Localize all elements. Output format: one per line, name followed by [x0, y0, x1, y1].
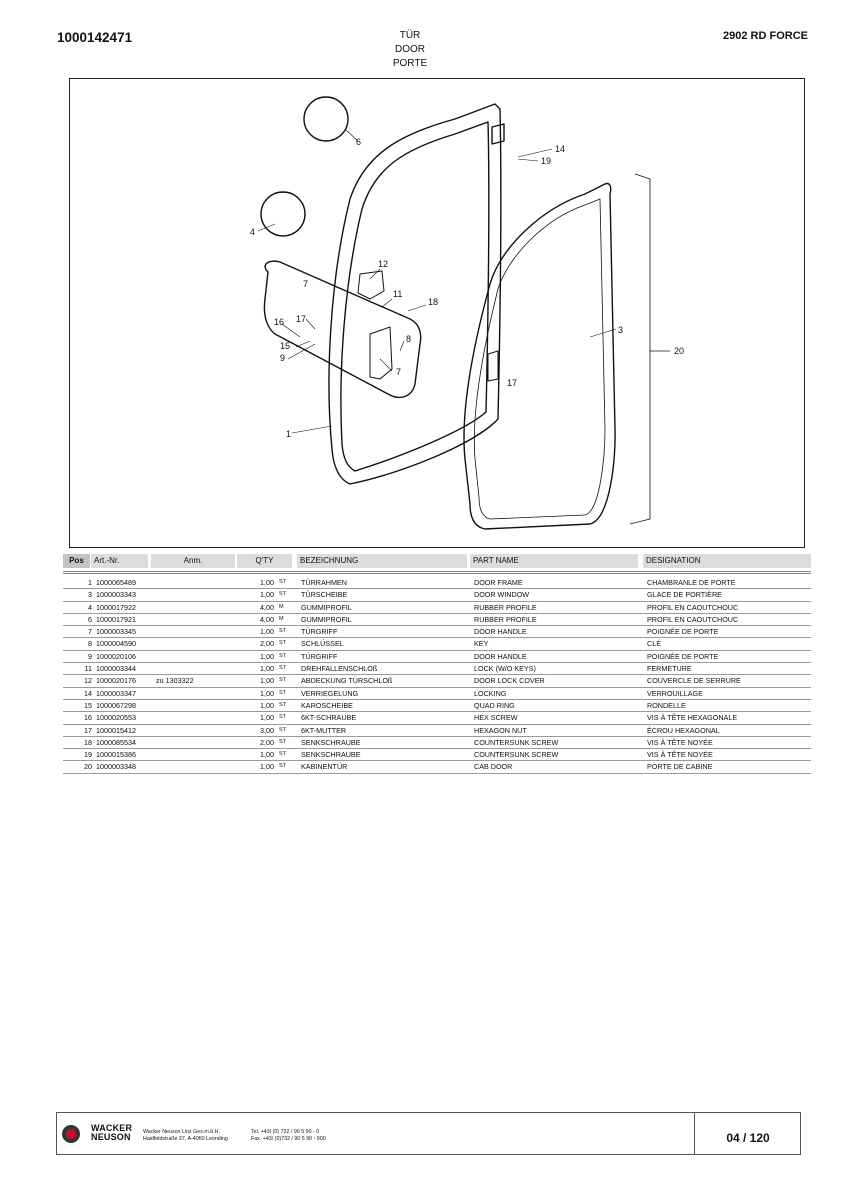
cell-de: TÜRRAHMEN [301, 578, 347, 587]
table-row [63, 675, 811, 687]
cell-art: 1000015412 [96, 725, 136, 735]
cell-unit: M [279, 615, 284, 622]
fax: Fax. +43/ (0)732 / 90 5 90 - 900 [251, 1136, 326, 1142]
cell-en: HEX SCREW [474, 713, 518, 723]
cell-art: 1000085534 [96, 737, 136, 747]
col-art-nr: Art.-Nr. [91, 554, 148, 568]
cell-de: TÜRGRIFF [301, 627, 338, 637]
page-title-block [360, 29, 460, 71]
cell-fr: PROFIL EN CAOUTCHOUC [647, 614, 739, 624]
cell-fr: POIGNÉE DE PORTE [647, 651, 719, 661]
table-row [63, 614, 811, 626]
cell-qty: 1,00 [260, 700, 274, 710]
hinge-lower [488, 351, 498, 381]
table-row [63, 688, 811, 700]
header-rule [63, 571, 811, 574]
logo-line-1: WACKER [91, 1123, 133, 1133]
cell-qty: 1,00 [260, 676, 274, 686]
table-row [63, 761, 811, 773]
wacker-neuson-logo-icon [62, 1125, 80, 1143]
cell-pos: 14 [84, 688, 92, 698]
cell-fr: FERMETURE [647, 664, 692, 674]
cell-pos: 19 [84, 750, 92, 760]
cell-art: 1000015386 [96, 750, 136, 760]
cell-pos: 11 [84, 664, 92, 674]
cell-unit: ST [279, 751, 287, 758]
cell-de: 6KT-SCHRAUBE [301, 713, 357, 723]
cell-de: SCHLÜSSEL [301, 639, 344, 649]
cell-unit: ST [279, 591, 287, 598]
cell-pos: 3 [88, 590, 92, 600]
cell-de: KAROSCHEIBE [301, 700, 353, 710]
callout-18: 18 [428, 297, 439, 307]
table-row [63, 577, 811, 589]
cell-en: KEY [474, 639, 489, 649]
contact-info [251, 1129, 326, 1143]
cell-de: DREHFALLENSCHLOß [301, 664, 378, 674]
cell-en: LOCK (W/O KEYS) [474, 664, 536, 674]
cell-fr: VIS À TÊTE NOYÉE [647, 737, 713, 747]
cell-qty: 1,00 [260, 688, 274, 698]
cell-fr: PORTE DE CABINE [647, 762, 713, 772]
cell-fr: VIS À TÊTE NOYÉE [647, 750, 713, 760]
cell-unit: ST [279, 689, 287, 696]
callout-9: 9 [280, 353, 286, 363]
cell-pos: 16 [84, 713, 92, 723]
cell-en: DOOR HANDLE [474, 627, 527, 637]
exploded-view-figure [69, 78, 805, 548]
hinge-top [492, 124, 504, 144]
callout-17b: 17 [507, 378, 518, 388]
company-name: Wacker Neuson Linz Ges.m.b.H. [143, 1129, 220, 1135]
cell-qty: 3,00 [260, 725, 274, 735]
cell-unit: ST [279, 738, 287, 745]
cell-art: 1000003343 [96, 590, 136, 600]
cab-door-window-inner [474, 199, 605, 519]
cell-de: SENKSCHRAUBE [301, 737, 361, 747]
cell-fr: ÉCROU HEXAGONAL [647, 725, 720, 735]
cell-fr: POIGNÉE DE PORTE [647, 627, 719, 637]
cell-art: 1000017922 [96, 602, 136, 612]
cell-en: RUBBER PROFILE [474, 602, 537, 612]
cell-unit: ST [279, 677, 287, 684]
callout-11: 11 [393, 289, 403, 299]
col-pos: Pos [63, 554, 90, 568]
cell-qty: 2,00 [260, 737, 274, 747]
title-fr: PORTE [392, 58, 428, 69]
cell-fr: VERROUILLAGE [647, 688, 703, 698]
door-frame-inner [341, 122, 489, 471]
cell-unit: ST [279, 652, 287, 659]
cell-art: 1000004590 [96, 639, 136, 649]
cell-anm: zu 1303322 [156, 676, 194, 686]
cell-en: LOCKING [474, 688, 507, 698]
callout-14: 14 [555, 144, 566, 154]
table-row [63, 589, 811, 601]
callout-4: 4 [250, 227, 256, 237]
cell-de: TÜRGRIFF [301, 651, 338, 661]
lock-cover-part [358, 271, 384, 299]
cell-en: RUBBER PROFILE [474, 614, 537, 624]
cell-unit: ST [279, 628, 287, 635]
cell-de: VERRIEGELUNG [301, 688, 359, 698]
cell-pos: 15 [84, 700, 92, 710]
cell-de: TÜRSCHEIBE [301, 590, 348, 600]
cell-de: KABINENTÜR [301, 762, 348, 772]
cell-en: DOOR FRAME [474, 578, 523, 587]
cell-art: 1000067298 [96, 700, 136, 710]
cell-en: CAB DOOR [474, 762, 513, 772]
cell-de: GUMMIPROFIL [301, 614, 352, 624]
table-row [63, 651, 811, 663]
cell-art: 1000003345 [96, 627, 136, 637]
cell-pos: 9 [88, 651, 92, 661]
cell-pos: 1 [88, 578, 92, 587]
cell-art: 1000020553 [96, 713, 136, 723]
cell-qty: 1,00 [260, 627, 274, 637]
cell-en: DOOR LOCK COVER [474, 676, 545, 686]
title-de: TÜR [399, 30, 421, 41]
door-exploded-drawing [70, 79, 806, 549]
logo-line-2: NEUSON [91, 1132, 131, 1142]
company-info [143, 1129, 228, 1143]
callout-1: 1 [286, 429, 292, 439]
cell-pos: 20 [84, 762, 92, 772]
rubber-profile-detail-4 [261, 192, 305, 236]
page-footer [56, 1112, 801, 1155]
cell-unit: ST [279, 714, 287, 721]
col-designation: DESIGNATION [643, 554, 811, 568]
document-number: 1000142471 [57, 30, 133, 45]
cell-unit: ST [279, 665, 287, 672]
door-frame-outer [329, 104, 501, 484]
cell-pos: 17 [84, 725, 92, 735]
table-row [63, 749, 811, 761]
cell-qty: 4,00 [260, 602, 274, 612]
logo-wordmark [91, 1124, 132, 1142]
cell-de: ABDECKUNG TÜRSCHLOß [301, 676, 393, 686]
cell-qty: 1,00 [260, 762, 274, 772]
cell-en: COUNTERSUNK SCREW [474, 750, 559, 760]
cell-fr: CHAMBRANLE DE PORTE [647, 578, 736, 587]
callout-7a: 7 [303, 279, 309, 289]
cell-art: 1000003348 [96, 762, 136, 772]
cell-fr: GLACE DE PORTIÈRE [647, 590, 722, 600]
cell-de: 6KT-MUTTER [301, 725, 347, 735]
cell-qty: 1,00 [260, 713, 274, 723]
cell-unit: ST [279, 701, 287, 708]
cell-qty: 1,00 [260, 590, 274, 600]
table-row [63, 712, 811, 724]
cell-pos: 6 [88, 614, 92, 624]
rubber-profile-detail-6 [304, 97, 348, 141]
cell-art: 1000065489 [96, 578, 136, 587]
callout-8: 8 [406, 334, 412, 344]
callout-6: 6 [356, 137, 362, 147]
callout-17a: 17 [296, 314, 307, 324]
callout-3: 3 [618, 325, 624, 335]
bracket-20 [630, 174, 650, 524]
callout-16: 16 [274, 317, 285, 327]
parts-table-header [63, 554, 811, 568]
col-bezeichnung: BEZEICHNUNG [297, 554, 467, 568]
callout-15: 15 [280, 341, 291, 351]
callout-12: 12 [378, 259, 389, 269]
cell-qty: 1,00 [260, 750, 274, 760]
cell-art: 1000020176 [96, 676, 136, 686]
cell-unit: M [279, 603, 284, 610]
cell-de: SENKSCHRAUBE [301, 750, 361, 760]
cell-qty: 1,00 [260, 578, 274, 587]
col-anm: Anm. [151, 554, 235, 568]
callout-7b: 7 [396, 367, 402, 377]
cell-unit: ST [279, 579, 287, 585]
table-row [63, 737, 811, 749]
cell-de: GUMMIPROFIL [301, 602, 352, 612]
tel: Tel. +43/ (0) 732 / 90 5 90 - 0 [251, 1129, 320, 1135]
cell-qty: 4,00 [260, 614, 274, 624]
cell-fr: PROFIL EN CAOUTCHOUC [647, 602, 739, 612]
cell-qty: 2,00 [260, 639, 274, 649]
cell-pos: 18 [84, 737, 92, 747]
table-row [63, 725, 811, 737]
machine-model: 2902 RD FORCE [723, 30, 808, 42]
cell-qty: 1,00 [260, 651, 274, 661]
page-number: 04 / 120 [726, 1131, 770, 1145]
callout-19: 19 [541, 156, 552, 166]
cell-en: DOOR HANDLE [474, 651, 527, 661]
title-en: DOOR [395, 44, 425, 55]
parts-table-body [63, 577, 811, 774]
cell-qty: 1,00 [260, 664, 274, 674]
cell-en: COUNTERSUNK SCREW [474, 737, 559, 747]
cell-unit: ST [279, 763, 287, 770]
table-row [63, 638, 811, 650]
cell-fr: VIS À TÊTE HEXAGONALE [647, 713, 738, 723]
door-handle-part [370, 327, 392, 379]
cell-en: DOOR WINDOW [474, 590, 530, 600]
cell-art: 1000003347 [96, 688, 136, 698]
cell-unit: ST [279, 726, 287, 733]
cell-art: 1000003344 [96, 664, 136, 674]
cell-fr: RONDELLE [647, 700, 686, 710]
table-row [63, 663, 811, 675]
cell-en: QUAD RING [474, 700, 515, 710]
cell-fr: CLÉ [647, 639, 661, 649]
cell-unit: ST [279, 640, 287, 647]
table-row [63, 626, 811, 638]
col-part-name: PART NAME [470, 554, 638, 568]
table-row [63, 700, 811, 712]
cell-pos: 4 [88, 602, 92, 612]
cell-en: HEXAGON NUT [474, 725, 527, 735]
cell-pos: 12 [84, 676, 92, 686]
cell-art: 1000020106 [96, 651, 136, 661]
company-address: Haidfeldstraße 37, A-4060 Leonding [143, 1136, 228, 1142]
table-row [63, 602, 811, 614]
cell-fr: COUVERCLE DE SERRURE [647, 676, 741, 686]
col-qty: Q'TY [237, 554, 292, 568]
cell-art: 1000017921 [96, 614, 136, 624]
callout-20: 20 [674, 346, 685, 356]
cell-pos: 8 [88, 639, 92, 649]
cell-pos: 7 [88, 627, 92, 637]
